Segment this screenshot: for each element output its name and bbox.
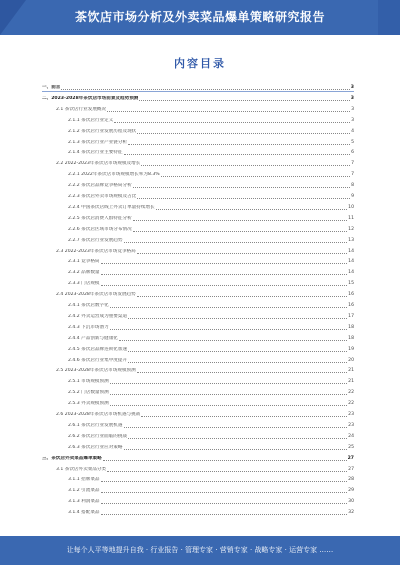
toc-entry-label: 2.3.1 竞争格局: [68, 259, 100, 265]
toc-leader-dots: [110, 394, 347, 395]
toc-entry[interactable]: [42, 423, 354, 429]
toc-entry-page: 3: [350, 95, 354, 101]
toc-entry[interactable]: [42, 216, 354, 222]
toc-leader-dots: [101, 285, 348, 286]
toc-leader-dots: [124, 427, 348, 428]
toc-entry[interactable]: [42, 249, 354, 255]
toc-leader-dots: [110, 405, 347, 406]
toc-entry[interactable]: [42, 96, 354, 102]
toc-entry-page: 19: [348, 346, 354, 352]
toc-entry-label: 2.5 2023-2028年茶饮店市场规模预测: [56, 368, 136, 374]
toc-entry-label: 3.1.3 利润菜品: [68, 499, 100, 505]
toc-entry-page: 25: [348, 444, 354, 450]
toc-entry[interactable]: [42, 434, 354, 440]
toc-leader-dots: [110, 383, 347, 384]
toc-entry-page: 12: [348, 226, 354, 232]
toc-entry[interactable]: [42, 358, 354, 364]
toc-entry-page: 29: [348, 488, 354, 494]
toc-entry-label: 2.4.4 产品创新与健康化: [68, 335, 118, 341]
toc-entry-label: 2.5.1 市场规模预测: [68, 379, 109, 385]
toc-entry-page: 30: [348, 499, 354, 505]
toc-leader-dots: [103, 460, 347, 461]
toc-leader-dots: [101, 503, 348, 504]
toc-entry-label: 3.1.2 引流菜品: [68, 488, 100, 494]
toc-leader-dots: [101, 481, 348, 482]
toc-entry[interactable]: [42, 183, 354, 189]
toc-entry[interactable]: [42, 85, 354, 92]
toc-leader-dots: [101, 514, 348, 515]
toc-leader-dots: [137, 253, 347, 254]
toc-entry-label: 2.2 2022-2023年茶饮店市场规模及增长: [56, 161, 141, 167]
toc-leader-dots: [137, 198, 350, 199]
toc-entry[interactable]: [42, 488, 354, 494]
toc-entry-label: 2.2.2 茶饮店品牌竞争格局分析: [68, 183, 132, 189]
toc-leader-dots: [128, 438, 347, 439]
toc-entry-label: 2.5.3 外卖规模预测: [68, 401, 109, 407]
toc-entry-page: 4: [351, 128, 354, 134]
toc-entry[interactable]: [42, 390, 354, 396]
toc-leader-dots: [110, 329, 347, 330]
toc-entry-label: 2.1.1 茶饮店行业定义: [68, 117, 114, 123]
toc-entry-page: 6: [351, 150, 354, 156]
toc-entry[interactable]: [42, 107, 354, 113]
toc-entry[interactable]: [42, 140, 354, 146]
toc-entry[interactable]: [42, 270, 354, 276]
toc-entry-label: 2.2.6 茶饮店区域市场分布情况: [68, 226, 132, 232]
toc-leader-dots: [101, 492, 348, 493]
toc-leader-dots: [128, 351, 347, 352]
toc-entry-label: 三、茶饮店外卖菜品爆单策略: [42, 455, 102, 461]
toc-entry-label: 2.4.2 外卖运营成为重要渠道: [68, 313, 128, 319]
toc-entry[interactable]: [42, 227, 354, 233]
toc-entry-label: 2.1 茶饮店行业发展概况: [56, 106, 107, 112]
toc-entry[interactable]: [42, 314, 354, 320]
toc-entry-label: 2.3.2 品牌数量: [68, 270, 100, 276]
toc-entry-label: 一、前言: [42, 85, 61, 90]
toc-entry[interactable]: [42, 477, 354, 483]
toc-leader-dots: [114, 122, 350, 123]
toc-entry-page: 14: [348, 270, 354, 276]
toc-entry-label: 2.1.4 茶饮店行业主要特征: [68, 150, 123, 156]
toc-entry-page: 20: [348, 357, 354, 363]
toc-entry-label: 2.4.5 茶饮店品牌连锁化加速: [68, 346, 128, 352]
toc-entry-page: 3: [350, 85, 354, 90]
toc-entry-label: 3.1.1 招牌菜品: [68, 477, 100, 483]
toc-entry-label: 2.2.5 茶饮店消费人群特征分析: [68, 215, 132, 221]
toc-entry[interactable]: [42, 281, 354, 287]
toc-entry-page: 21: [348, 379, 354, 385]
toc-entry[interactable]: [42, 303, 354, 309]
toc-leader-dots: [61, 89, 349, 90]
toc-leader-dots: [161, 176, 350, 177]
toc-entry-label: 2.6.1 茶饮店行业发展机遇: [68, 422, 123, 428]
toc-entry-label: 2.2.3 茶饮店外卖市场规模及占比: [68, 194, 137, 199]
toc-leader-dots: [124, 242, 348, 243]
toc-entry-label: 2.6 2023-2028年茶饮店市场机遇与挑战: [56, 412, 141, 417]
toc-entry-page: 9: [351, 194, 354, 199]
toc-entry-page: 18: [348, 324, 354, 330]
toc-leader-dots: [128, 318, 347, 319]
toc-entry[interactable]: [42, 368, 354, 374]
toc-heading: 内容目录: [174, 57, 226, 70]
toc-entry-page: 21: [348, 368, 354, 374]
toc-leader-dots: [137, 296, 347, 297]
toc-leader-dots: [107, 111, 350, 112]
toc-leader-dots: [137, 372, 347, 373]
toc-entry-page: 27: [348, 466, 354, 472]
toc-leader-dots: [156, 209, 347, 210]
toc-entry[interactable]: [42, 129, 354, 135]
report-title: 茶饮店市场分析及外卖菜品爆单策略研究报告: [74, 10, 325, 24]
toc-entry-label: 2.6.2 茶饮店行业面临的挑战: [68, 433, 128, 439]
toc-entry[interactable]: [42, 161, 354, 167]
toc-entry[interactable]: [42, 379, 354, 385]
toc-entry[interactable]: [42, 347, 354, 353]
toc-entry-page: 15: [348, 281, 354, 287]
toc-entry-label: 2.4.3 下沉市场潜力: [68, 324, 109, 330]
toc-leader-dots: [119, 340, 347, 341]
toc-entry[interactable]: [42, 238, 354, 244]
toc-entry[interactable]: [42, 194, 354, 200]
footer-slogan: 让每个人平等地提升自我 · 行业报告 · 管理专家 · 营销专家 · 战略专家 · 运营专家 ……: [66, 546, 334, 554]
toc-entry-label: 2.5.2 门店数量预测: [68, 390, 109, 396]
toc-entry-page: 7: [351, 161, 354, 167]
toc-leader-dots: [124, 449, 348, 450]
toc-entry[interactable]: [42, 467, 354, 473]
toc-entry-page: 24: [348, 433, 354, 439]
toc-entry-page: 13: [348, 237, 354, 243]
toc-entry-label: 2.2.4 中国茶饮店线上外卖订单量持续增长: [68, 204, 155, 210]
toc-entry[interactable]: [42, 259, 354, 265]
toc-entry-label: 2.2.7 茶饮店行业发展趋势: [68, 237, 123, 243]
toc-leader-dots: [133, 187, 350, 188]
toc-leader-dots: [133, 220, 347, 221]
toc-entry-page: 17: [348, 313, 354, 319]
toc-entry-page: 16: [348, 292, 354, 298]
toc-leader-dots: [110, 307, 347, 308]
toc-entry-label: 2.4.1 茶饮店数字化: [68, 303, 109, 308]
toc-entry[interactable]: [42, 401, 354, 407]
toc-entry-page: 7: [351, 172, 354, 178]
toc-entry-label: 2.4 2023-2028年茶饮店市场发展趋势: [56, 292, 136, 298]
toc-entry-page: 16: [348, 303, 354, 308]
toc-leader-dots: [101, 274, 348, 275]
toc-entry-page: 14: [348, 248, 354, 254]
toc-entry-page: 11: [348, 215, 354, 221]
toc-entry-label: 二、2023-2028年茶饮店市场前景及趋势预测: [42, 95, 139, 101]
toc-leader-dots: [141, 416, 347, 417]
toc-entry-label: 2.1.2 茶饮店行业发展历程及现状: [68, 128, 137, 134]
toc-leader-dots: [133, 231, 347, 232]
toc-entry-page: 23: [348, 412, 354, 417]
toc-entry-label: 2.2.1 2022年茶饮店市场规模增长率为8.3%: [68, 172, 160, 178]
toc-entry-page: 14: [348, 259, 354, 265]
toc-entry-page: 8: [351, 183, 354, 189]
toc-entry[interactable]: [42, 336, 354, 342]
toc-leader-dots: [128, 144, 350, 145]
toc-entry-page: 3: [351, 117, 354, 123]
toc-entry-page: 28: [348, 477, 354, 483]
toc-entry-label: 3.1 茶饮店外卖菜品分类: [56, 466, 107, 472]
toc-entry-page: 18: [348, 335, 354, 341]
toc-entry[interactable]: [42, 150, 354, 156]
toc-entry[interactable]: [42, 325, 354, 331]
toc-entry[interactable]: [42, 445, 354, 451]
toc-entry-label: 3.1.4 搭配菜品: [68, 510, 100, 516]
toc-leader-dots: [137, 133, 350, 134]
toc-entry-label: 2.6.3 茶饮店行业应对策略: [68, 444, 123, 450]
toc-entry[interactable]: [42, 412, 354, 418]
toc-entry-page: 27: [347, 455, 354, 461]
toc-entry-label: 2.3.3 门店规模: [68, 281, 100, 287]
toc-entry-page: 5: [351, 139, 354, 145]
toc-entry-label: 2.1.3 茶饮店行业产业链分析: [68, 139, 128, 145]
toc-entry[interactable]: [42, 172, 354, 178]
toc-leader-dots: [124, 154, 351, 155]
toc-entry-page: 22: [348, 390, 354, 396]
toc-leader-dots: [139, 100, 349, 101]
toc-leader-dots: [141, 165, 350, 166]
toc-entry-page: 3: [351, 106, 354, 112]
toc-entry[interactable]: [42, 499, 354, 505]
toc-entry-page: 22: [348, 401, 354, 407]
toc-entry[interactable]: [42, 292, 354, 298]
toc-leader-dots: [107, 471, 347, 472]
toc-leader-dots: [101, 263, 348, 264]
header-banner: [0, 0, 400, 35]
toc-entry[interactable]: [42, 456, 354, 462]
toc-leader-dots: [128, 362, 347, 363]
toc-entry-label: 2.3 2022-2023年茶饮店市场竞争格局: [56, 248, 136, 254]
toc-entry[interactable]: [42, 510, 354, 516]
toc-entry[interactable]: [42, 205, 354, 211]
toc-entry-label: 2.4.6 茶饮店行业集中度提升: [68, 357, 128, 363]
toc-entry-page: 23: [348, 422, 354, 428]
toc-entry-page: 10: [348, 204, 354, 210]
toc-entry[interactable]: [42, 118, 354, 124]
toc-entry-page: 32: [348, 510, 354, 516]
